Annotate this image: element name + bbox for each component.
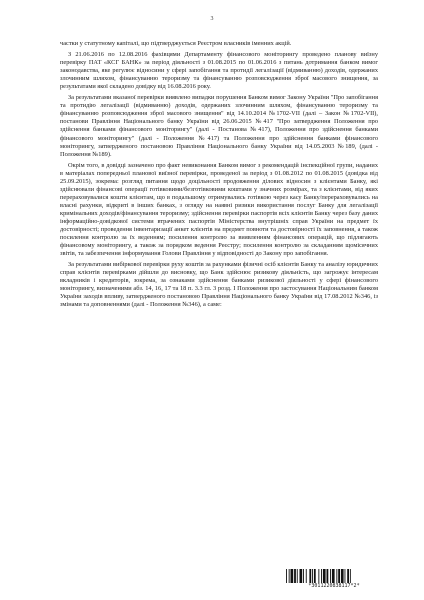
document-body bbox=[60, 40, 378, 313]
paragraph-violations: За результатами вказаної перевірки виявлено випадки порушення Банком вимог Закону України "Про запобігання та протидію легалізації (відмиванню) доходів, одержаних злочинним шляхом, фінансуванню тероризму та фінансуванню розповсюдження зброї масового знищення" від 14.10.2014 №1702-VII (далі – Закон №1702-VII), постанови Правління Національного банку України від 26.06.2015 №417 "Про затвердження Положення про здійснення банками фінансового моніторингу" (далі - Постанова №417), Положення про здійснення банками фінансового моніторингу" (далі - Положення №417) та Положення про здійснення банками фінансового моніторингу, затвердженого постановою Правління Національного банку України від 14.05.2003 №189, (далі - Положення №189). bbox=[60, 94, 378, 158]
document-barcode bbox=[286, 569, 382, 591]
paragraph-inspection-intro: З 21.06.2016 по 12.08.2016 фахівцями Департаменту фінансового моніторингу проведено планову виїзну перевірку ПАТ «КСГ БАНК» за період діяльності з 01.08.2015 по 01.06.2016 з питань дотримання банком вимог законодавства, яке регулює відносини у сфері запобігання та протидії легалізації (відмиванню) доходів, одержаних злочинним шляхом, фінансуванню тероризму та фінансуванню розповсюдження зброї масового знищення, за результатами якої складено довідку від 16.08.2016 року. bbox=[60, 51, 378, 91]
barcode-number: *3011220838117*2* bbox=[308, 583, 360, 589]
barcode-icon bbox=[286, 569, 382, 583]
paragraph-conclusions: За результатами вибіркової перевірки руху коштів за рахунками фізичні осіб клієнтів Банку та аналізу юридичних справ клієнтів перевірками дійшли до висновку, що Банк здійснює ризикову діяльність, що загрожує інтересам вкладників і кредиторів, зокрема, за ознаками здійснення банками ризикової діяльності у сфері фінансового моніторингу, визначеними абз. 14, 16, 17 та 18 п. 3.3 гл. 3 розд. І Положення про застосування Національним банком України заходів впливу, затвердженого постановою Правління Національного банку України від 17.08.2012 №346, із змінами та доповненнями (далі - Положення №346), а саме: bbox=[60, 261, 378, 309]
paragraph-continuation: частки у статутному капіталі, що підтверджується Реєстром власників іменних акцій. bbox=[60, 40, 292, 47]
page-number: 3 bbox=[210, 16, 214, 22]
paragraph-recommendations: Окрім того, в довідці зазначено про факт невиконання Банком вимог з рекомендацій інспекційної групи, наданих в матеріалах попередньої планової виїзної перевірки, проведеної за період з 01.08.2012 по 01.08.2015 (довідка від 25.09.2015), зокрема: розгляд питання щодо доцільності продовження ділових відносин з клієнтами Банку, які здійснювали фінансові операції готівковими/безготівковими коштами у значних розмірах, та з клієнтами, від яких перераховувалися кошти клієнтам, що в подальшому отримувались готівкою через касу Банку/перераховувались на власні рахунки, відкриті в інших банках, з огляду на наявні ризики використання послуг Банку для легалізації кримінальних доходів/фінансування тероризму; здійснення перевірки паспортів всіх клієнтів Банку через базу даних інформаційно-довідкової системи втрачених паспортів Міністерства внутрішніх справ України на предмет їх достовірності; проведення інвентаризації анкет клієнтів на предмет повноти та достовірності їх заповнення, а також посилення контролю за їх веденням; посилення контролю за виявленням фінансових операцій, що підлягають фінансовому моніторингу, а також за порядком ведення Реєстру; посилення контролю за складанням щомісячних звітів, та забезпечення інформування Голови Правління у відповідності до Закону про запобігання. bbox=[60, 161, 378, 258]
